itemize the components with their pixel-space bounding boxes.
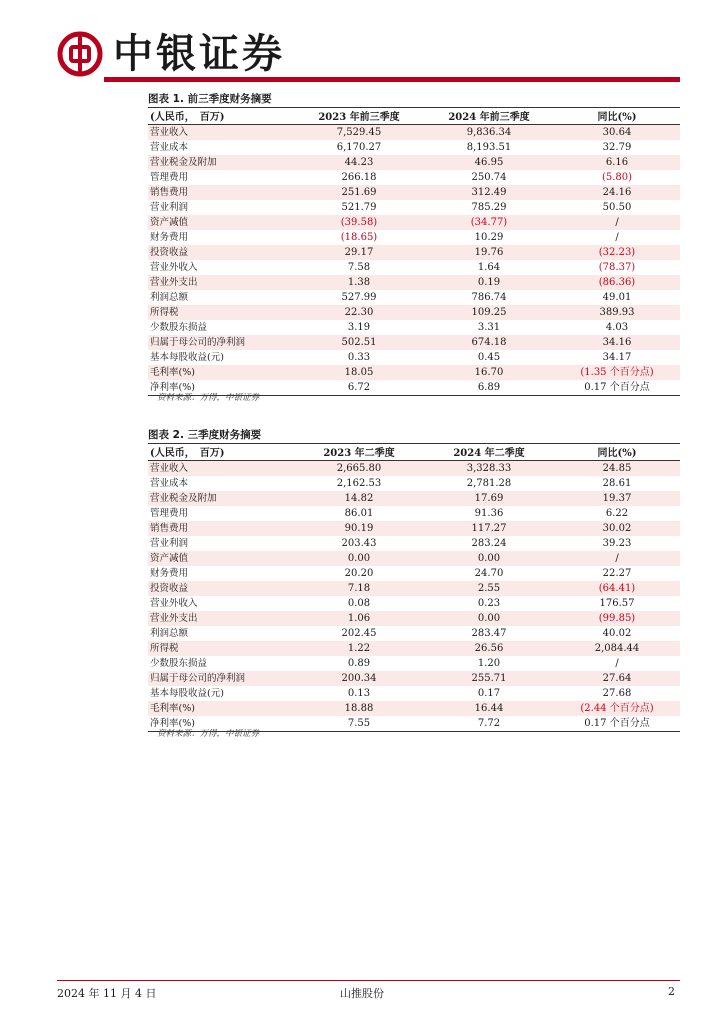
row-value: 27.68 bbox=[602, 687, 632, 699]
table-row bbox=[148, 701, 680, 716]
row-value: 50.50 bbox=[602, 201, 632, 213]
row-value: 6.72 bbox=[294, 380, 424, 396]
table-row bbox=[148, 290, 680, 305]
row-value: 91.36 bbox=[474, 507, 504, 519]
page-number: 2 bbox=[668, 985, 675, 998]
row-value: 46.95 bbox=[424, 155, 554, 170]
table2-header-yoy: 同比(%) bbox=[554, 444, 680, 460]
row-value: 3.31 bbox=[477, 321, 501, 333]
row-value: 786.74 bbox=[471, 291, 507, 303]
row-value: 1.20 bbox=[477, 657, 501, 669]
row-label: 投资收益 bbox=[148, 245, 294, 260]
table-row bbox=[148, 536, 680, 551]
row-label: 归属于母公司的净利润 bbox=[148, 671, 294, 686]
row-value: / bbox=[615, 657, 619, 669]
row-value: 44.23 bbox=[294, 155, 424, 170]
header-accent-bar bbox=[104, 77, 680, 82]
row-label: 营业成本 bbox=[150, 141, 189, 153]
table1-header-2023: 2023 年前三季度 bbox=[294, 108, 424, 124]
table-row bbox=[148, 350, 680, 365]
row-value: 266.18 bbox=[341, 171, 377, 183]
table-row bbox=[148, 260, 680, 275]
table1-header-row bbox=[148, 108, 680, 124]
footer-date: 2024 年 11 月 4 日 bbox=[57, 987, 157, 1000]
row-value: 283.47 bbox=[471, 627, 507, 639]
table-row bbox=[148, 170, 680, 185]
table-row bbox=[148, 140, 680, 155]
brand-name: 中银证券 bbox=[113, 31, 285, 77]
table-row bbox=[148, 124, 680, 140]
row-value: 20.20 bbox=[344, 567, 374, 579]
row-value: 0.08 bbox=[347, 597, 371, 609]
row-label: 销售费用 bbox=[148, 521, 294, 536]
row-value: 22.27 bbox=[602, 567, 632, 579]
row-label: 财务费用 bbox=[150, 231, 189, 243]
row-value: 18.05 bbox=[294, 365, 424, 380]
row-value: (64.41) bbox=[554, 581, 680, 596]
row-value: (78.37) bbox=[598, 261, 636, 273]
row-value: 6.16 bbox=[554, 155, 680, 170]
row-value: 674.18 bbox=[424, 335, 554, 350]
row-value: 16.70 bbox=[424, 365, 554, 380]
row-value: (1.35 个百分点) bbox=[554, 365, 680, 380]
row-label: 利润总额 bbox=[150, 291, 189, 303]
row-value: 0.19 bbox=[424, 275, 554, 290]
row-value: 2,084.44 bbox=[554, 641, 680, 656]
row-value: (39.58) bbox=[294, 215, 424, 230]
row-label: 少数股东损益 bbox=[150, 321, 208, 333]
row-value: 251.69 bbox=[294, 185, 424, 200]
row-value: 0.17 bbox=[477, 687, 501, 699]
row-label: 资产减值 bbox=[148, 215, 294, 230]
table-row bbox=[148, 245, 680, 260]
table2-source: 资料来源：万得，中银证券 bbox=[157, 729, 260, 739]
row-value: 1.22 bbox=[294, 641, 424, 656]
row-value: 34.16 bbox=[554, 335, 680, 350]
row-value: 49.01 bbox=[602, 291, 632, 303]
row-value: (2.44 个百分点) bbox=[554, 701, 680, 716]
row-value: 29.17 bbox=[294, 245, 424, 260]
row-value: (32.23) bbox=[554, 245, 680, 260]
table1-header-2024: 2024 年前三季度 bbox=[424, 108, 554, 124]
table2-title: 图表 2. 三季度财务摘要 bbox=[148, 429, 262, 441]
row-value: 7.18 bbox=[294, 581, 424, 596]
row-label: 营业利润 bbox=[150, 201, 189, 213]
row-value: 1.06 bbox=[294, 611, 424, 626]
row-value: 6.89 bbox=[424, 380, 554, 396]
table-row bbox=[148, 185, 680, 200]
row-value: 24.16 bbox=[554, 185, 680, 200]
table-row bbox=[148, 566, 680, 581]
row-value: 3.19 bbox=[347, 321, 371, 333]
table-row bbox=[148, 626, 680, 641]
table-row bbox=[148, 641, 680, 656]
row-value: 34.17 bbox=[602, 351, 632, 363]
row-value: 0.17 个百分点 bbox=[554, 716, 680, 732]
row-value: 2,162.53 bbox=[336, 477, 382, 489]
row-value: 8,193.51 bbox=[466, 141, 512, 153]
row-value: 24.70 bbox=[474, 567, 504, 579]
row-value: 1.64 bbox=[477, 261, 501, 273]
row-value: 785.29 bbox=[471, 201, 507, 213]
row-value: (34.77) bbox=[424, 215, 554, 230]
row-label: 管理费用 bbox=[150, 171, 189, 183]
row-label: 少数股东损益 bbox=[150, 657, 208, 669]
row-label: 毛利率(%) bbox=[148, 701, 294, 716]
table-row bbox=[148, 230, 680, 245]
row-value: 0.00 bbox=[294, 551, 424, 566]
row-value: 3,328.33 bbox=[424, 460, 554, 476]
row-value: 16.44 bbox=[424, 701, 554, 716]
row-value: 2,665.80 bbox=[294, 460, 424, 476]
row-label: 营业外收入 bbox=[150, 597, 198, 609]
row-value: 1.38 bbox=[294, 275, 424, 290]
table-row bbox=[148, 521, 680, 536]
row-label: 营业税金及附加 bbox=[148, 155, 294, 170]
table-row bbox=[148, 365, 680, 380]
row-value: 389.93 bbox=[554, 305, 680, 320]
row-value: (99.85) bbox=[554, 611, 680, 626]
table2-header-row bbox=[148, 444, 680, 460]
table-row bbox=[148, 215, 680, 230]
row-value: 527.99 bbox=[341, 291, 377, 303]
row-value: 0.89 bbox=[347, 657, 371, 669]
row-value: 4.03 bbox=[605, 321, 629, 333]
row-value: 7.58 bbox=[347, 261, 371, 273]
row-value: 9,836.34 bbox=[424, 124, 554, 140]
row-value: / bbox=[554, 551, 680, 566]
table-row bbox=[148, 611, 680, 626]
row-label: 营业成本 bbox=[150, 477, 189, 489]
row-label: 营业利润 bbox=[150, 537, 189, 549]
row-label: 基本每股收益(元) bbox=[150, 351, 224, 363]
row-label: 管理费用 bbox=[150, 507, 189, 519]
row-value: 18.88 bbox=[294, 701, 424, 716]
row-label: 毛利率(%) bbox=[148, 365, 294, 380]
row-label: 营业外收入 bbox=[150, 261, 198, 273]
row-value: 0.00 bbox=[424, 611, 554, 626]
row-label: 营业收入 bbox=[148, 460, 294, 476]
row-label: 净利率(%) bbox=[148, 380, 294, 396]
row-value: 6.22 bbox=[605, 507, 629, 519]
row-value: 200.34 bbox=[294, 671, 424, 686]
row-value: 39.23 bbox=[602, 537, 632, 549]
row-value: 117.27 bbox=[424, 521, 554, 536]
row-value: 7.72 bbox=[424, 716, 554, 732]
row-value: 10.29 bbox=[474, 231, 504, 243]
row-label: 销售费用 bbox=[148, 185, 294, 200]
row-label: 营业外支出 bbox=[148, 611, 294, 626]
table-row bbox=[148, 671, 680, 686]
table-row bbox=[148, 476, 680, 491]
row-value: (5.80) bbox=[601, 171, 633, 183]
row-value: / bbox=[554, 215, 680, 230]
row-label: 营业收入 bbox=[148, 124, 294, 140]
footer-rule bbox=[57, 980, 680, 981]
row-value: (18.65) bbox=[340, 231, 378, 243]
row-value: 27.64 bbox=[554, 671, 680, 686]
table-row bbox=[148, 200, 680, 215]
row-label: 所得税 bbox=[148, 305, 294, 320]
row-label: 财务费用 bbox=[150, 567, 189, 579]
row-value: 0.45 bbox=[477, 351, 501, 363]
row-value: 30.64 bbox=[554, 124, 680, 140]
row-value: 109.25 bbox=[424, 305, 554, 320]
row-value: 283.24 bbox=[471, 537, 507, 549]
row-value: 0.13 bbox=[347, 687, 371, 699]
row-label: 归属于母公司的净利润 bbox=[148, 335, 294, 350]
table-row bbox=[148, 335, 680, 350]
row-value: 30.02 bbox=[554, 521, 680, 536]
row-value: 0.23 bbox=[477, 597, 501, 609]
table-row bbox=[148, 581, 680, 596]
table-row bbox=[148, 596, 680, 611]
row-value: 90.19 bbox=[294, 521, 424, 536]
table-row bbox=[148, 460, 680, 476]
row-value: 19.37 bbox=[554, 491, 680, 506]
row-label: 净利率(%) bbox=[148, 716, 294, 732]
row-value: 203.43 bbox=[341, 537, 377, 549]
row-value: 86.01 bbox=[344, 507, 374, 519]
row-value: 26.56 bbox=[424, 641, 554, 656]
row-value: 0.00 bbox=[424, 551, 554, 566]
table2-financial-summary bbox=[148, 444, 680, 732]
row-value: 40.02 bbox=[602, 627, 632, 639]
row-value: 312.49 bbox=[424, 185, 554, 200]
footer-company: 山推股份 bbox=[340, 987, 384, 1000]
row-label: 利润总额 bbox=[150, 627, 189, 639]
row-value: 17.69 bbox=[424, 491, 554, 506]
row-value: 7.55 bbox=[294, 716, 424, 732]
table-row bbox=[148, 686, 680, 701]
table-row bbox=[148, 656, 680, 671]
row-value: 19.76 bbox=[424, 245, 554, 260]
table2-header-2024: 2024 年二季度 bbox=[424, 444, 554, 460]
table2-body bbox=[148, 460, 680, 731]
row-value: 176.57 bbox=[599, 597, 635, 609]
row-label: 资产减值 bbox=[148, 551, 294, 566]
row-label: 所得税 bbox=[148, 641, 294, 656]
row-value: 24.85 bbox=[554, 460, 680, 476]
row-value: 28.61 bbox=[602, 477, 632, 489]
table1-body bbox=[148, 124, 680, 395]
table-row bbox=[148, 506, 680, 521]
table1-title: 图表 1. 前三季度财务摘要 bbox=[148, 93, 272, 105]
row-value: (86.36) bbox=[554, 275, 680, 290]
row-value: 32.79 bbox=[602, 141, 632, 153]
table-row bbox=[148, 275, 680, 290]
row-value: 6,170.27 bbox=[336, 141, 382, 153]
bank-of-china-logo-icon bbox=[57, 31, 103, 77]
row-label: 营业外支出 bbox=[148, 275, 294, 290]
table-row bbox=[148, 305, 680, 320]
row-value: 2,781.28 bbox=[466, 477, 512, 489]
row-value: 521.79 bbox=[341, 201, 377, 213]
table1-header-unit: (人民币， 百万) bbox=[148, 108, 294, 124]
table2-header-2023: 2023 年二季度 bbox=[294, 444, 424, 460]
table-row bbox=[148, 155, 680, 170]
row-value: 14.82 bbox=[294, 491, 424, 506]
row-value: 7,529.45 bbox=[294, 124, 424, 140]
table2-header-unit: (人民币， 百万) bbox=[148, 444, 294, 460]
row-value: 250.74 bbox=[471, 171, 507, 183]
row-label: 营业税金及附加 bbox=[148, 491, 294, 506]
table-row bbox=[148, 491, 680, 506]
row-value: 202.45 bbox=[341, 627, 377, 639]
row-value: 2.55 bbox=[424, 581, 554, 596]
row-label: 投资收益 bbox=[148, 581, 294, 596]
row-value: 0.17 个百分点 bbox=[554, 380, 680, 396]
row-value: 22.30 bbox=[294, 305, 424, 320]
row-value: 0.33 bbox=[347, 351, 371, 363]
row-value: 502.51 bbox=[294, 335, 424, 350]
table-row bbox=[148, 551, 680, 566]
table1-financial-summary bbox=[148, 108, 680, 396]
row-label: 基本每股收益(元) bbox=[150, 687, 224, 699]
table-row bbox=[148, 320, 680, 335]
report-header bbox=[57, 30, 285, 78]
table1-source: 资料来源：万得，中银证券 bbox=[157, 393, 260, 403]
table1-header-yoy: 同比(%) bbox=[554, 108, 680, 124]
row-value: 255.71 bbox=[424, 671, 554, 686]
row-value: / bbox=[615, 231, 619, 243]
